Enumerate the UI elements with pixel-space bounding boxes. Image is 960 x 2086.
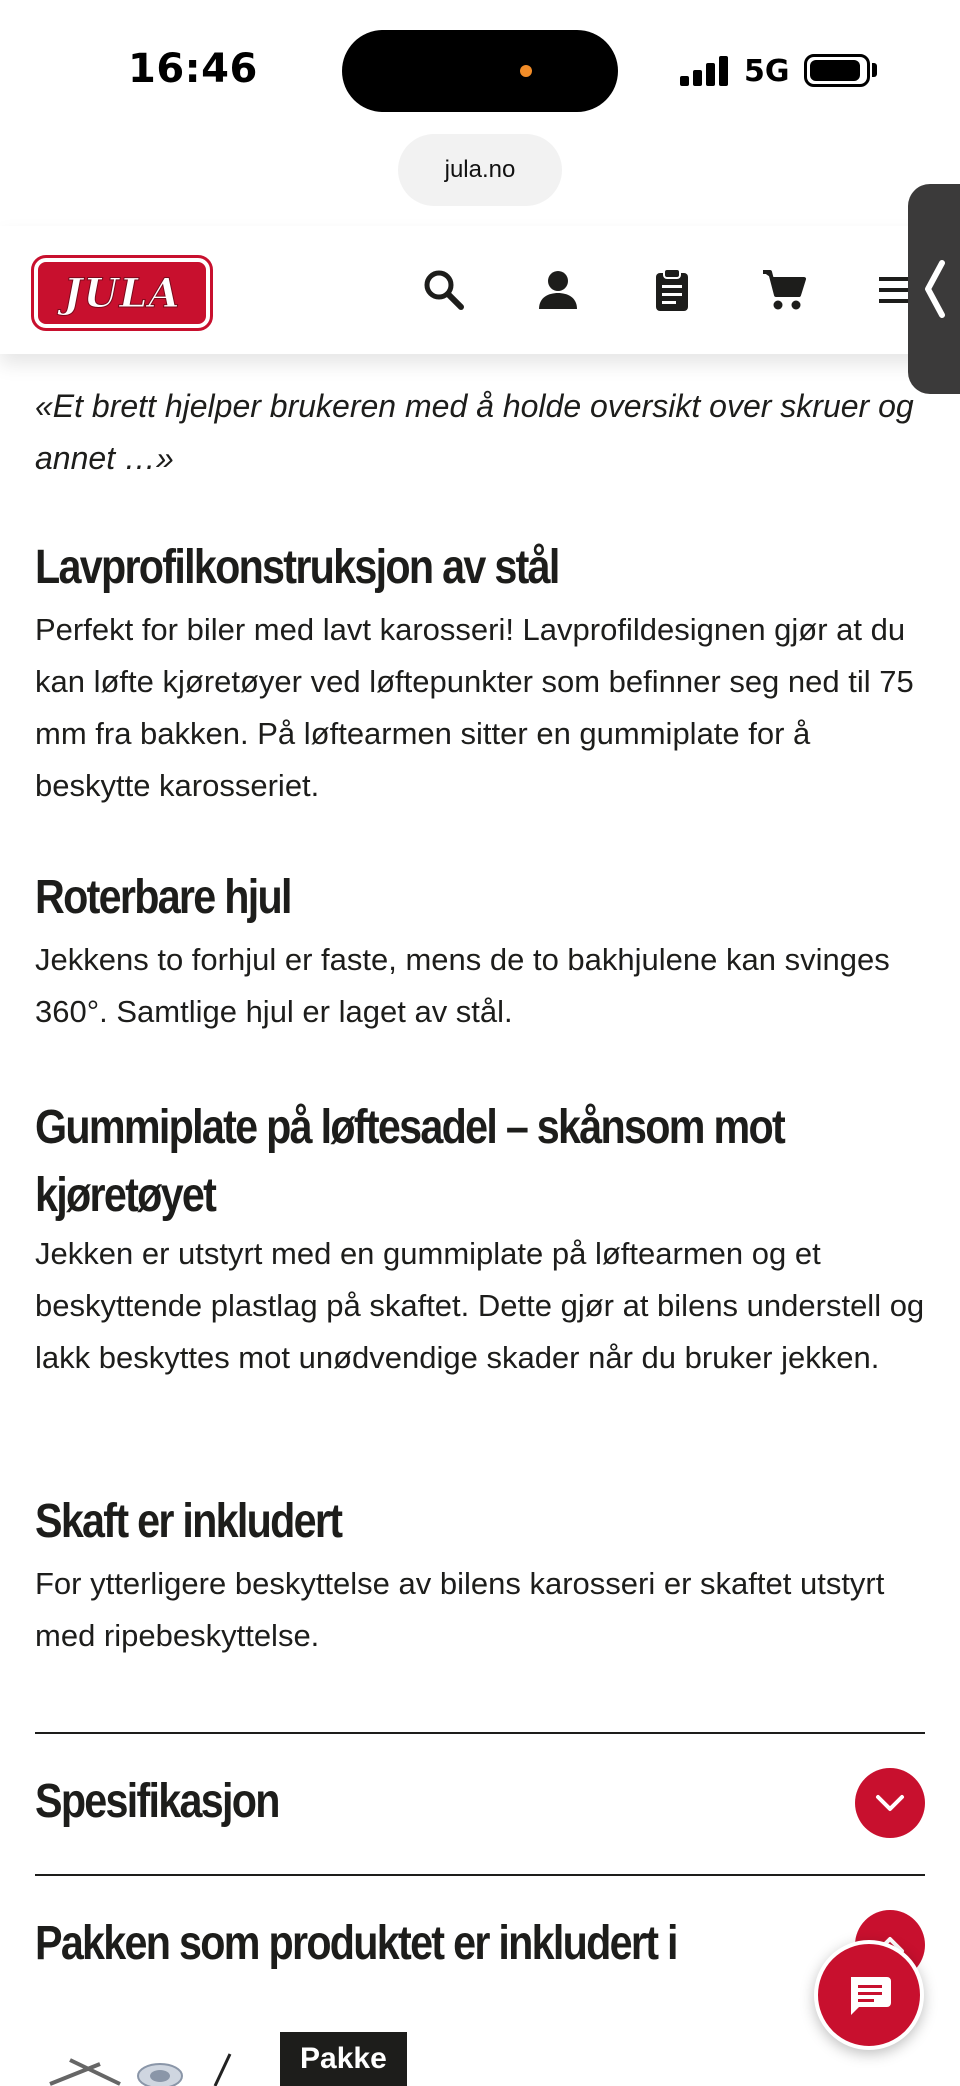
cart-button[interactable] [756,262,812,318]
section-body: Jekken er utstyrt med en gummiplate på løftearmen og et beskyttende plastlag på skaftet. Dette gjør at bilens understell og lakk beskyttes mot unødvendige skader når du bruker jekken. [35,1236,925,1375]
section-heading: Lavprofilkonstruksjon av stål [35,541,559,594]
signal-strength-icon [680,54,730,86]
section-heading: Skaft er inkludert [35,1495,342,1548]
status-bar [0,0,960,130]
chat-button[interactable] [814,1940,924,2050]
cart-icon [761,267,807,313]
accordion-toggle-specification[interactable] [855,1768,925,1838]
accordion-title-specification[interactable]: Spesifikasjon [35,1775,279,1828]
battery-tip [872,63,877,77]
search-button[interactable] [416,262,472,318]
section-heading: Gummiplate på løftesadel – skånsom mot kjøretøyet [35,1101,784,1222]
side-panel-tab[interactable] [908,184,960,394]
dynamic-island [342,30,618,112]
section-body: For ytterligere beskyttelse av bilens karosseri er skaftet utstyrt med ripebeskyttelse. [35,1566,885,1653]
package-badge: Pakke [280,2032,407,2086]
section-heading: Roterbare hjul [35,871,291,924]
shopping-list-button[interactable] [644,262,700,318]
chat-icon [845,1971,893,2019]
divider [35,1874,925,1876]
battery-icon [804,54,870,87]
chevron-left-icon [922,259,948,319]
section-body: Perfekt for biler med lavt karosseri! Lavprofildesignen gjør at du kan løfte kjøretøyer ved løftepunkter som befinner seg ned til 75 mm fra bakken. På løftearmen sitter en gummiplate for å beskytte karosseriet. [35,612,914,803]
account-button[interactable] [530,262,586,318]
site-header [0,226,960,354]
package-product-thumbnail[interactable] [40,2040,240,2086]
user-icon [535,267,581,313]
privacy-indicator-dot [520,65,532,77]
chevron-down-icon [873,1786,907,1820]
search-icon [421,267,467,313]
network-type: 5G [744,54,790,89]
clipboard-icon [649,267,695,313]
accordion-title-package[interactable]: Pakken som produktet er inkludert i [35,1917,677,1970]
status-time: 16:46 [128,46,258,92]
product-quote: «Et brett hjelper brukeren med å holde oversikt over skruer og annet …» [35,388,914,476]
address-bar-url[interactable]: jula.no [398,134,562,206]
jula-logo[interactable] [34,258,210,328]
divider [35,1732,925,1734]
logo-text: JULA [63,269,181,317]
section-body: Jekkens to forhjul er faste, mens de to bakhjulene kan svinges 360°. Samtlige hjul er laget av stål. [35,942,890,1029]
